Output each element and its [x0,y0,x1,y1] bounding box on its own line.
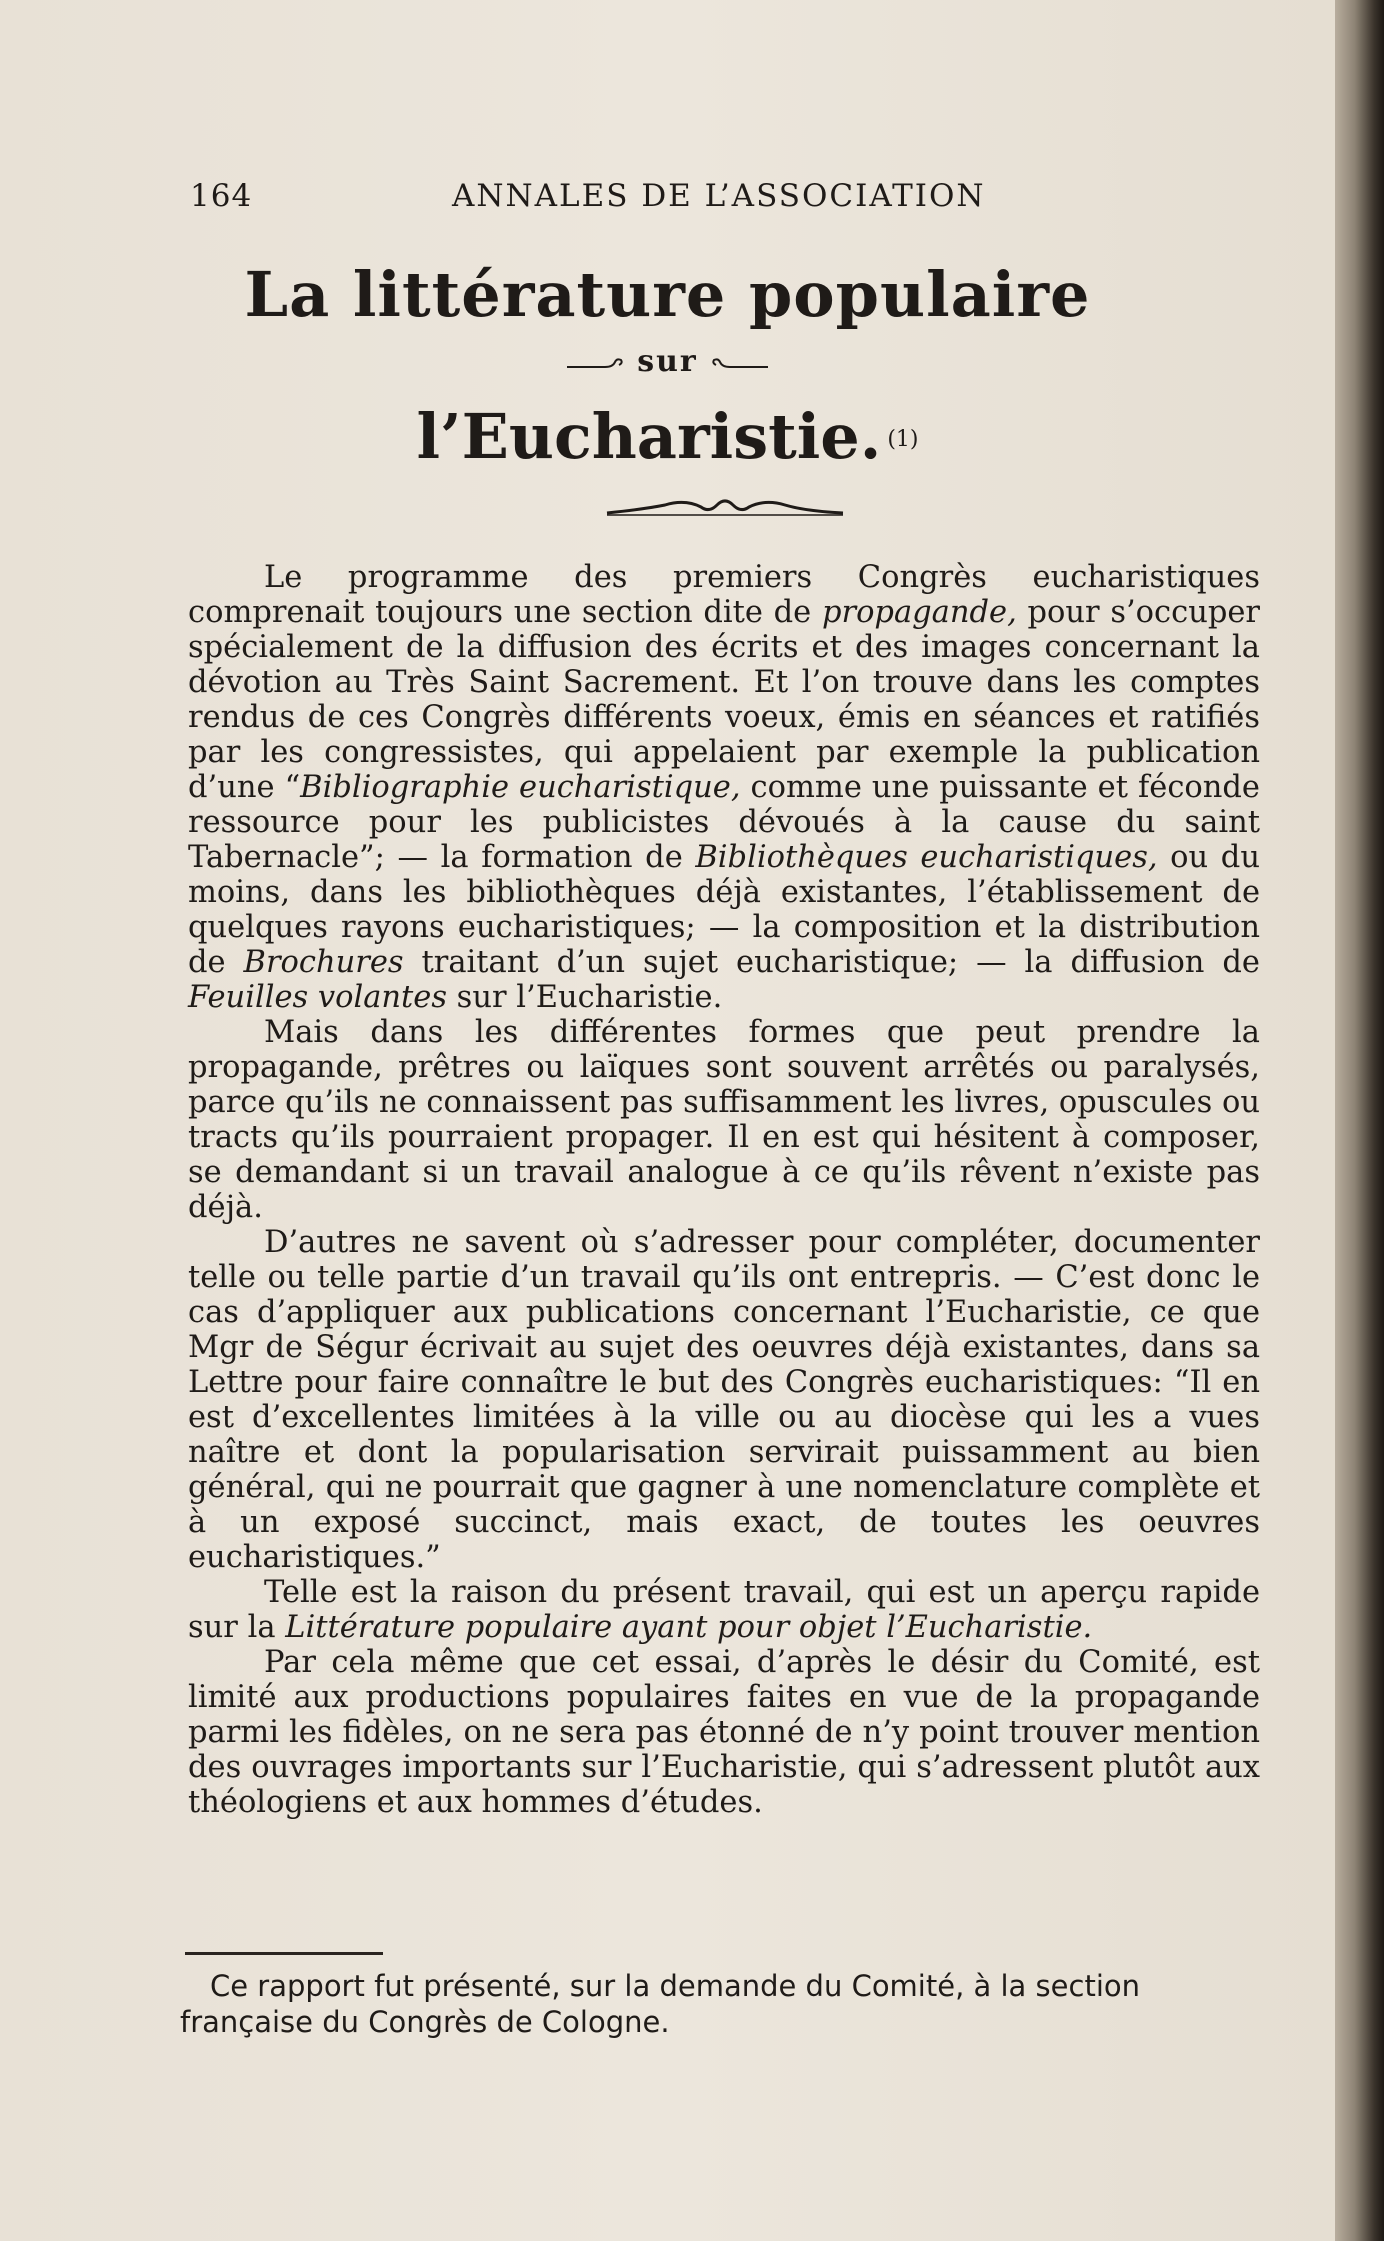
text-run: Telle est la raison du présent travail, qui est un aperçu rapide sur la [188,1575,1260,1645]
ornamental-divider-icon [605,495,845,521]
article-title-line-1: La littérature populaire [244,258,1091,331]
article-body [188,560,1260,1820]
body-paragraph [188,1575,1260,1645]
text-run: Par cela même que cet essai, d’après le désir du Comité, est limité aux productions populaires faites en vue de la propagande parmi les fidèles, on ne sera pas étonné de n’y point trouver mention des ouvrages importants sur l’Eucharistie, qui s’adressent plutôt aux théologiens et aux hommes d’études. [188,1645,1260,1820]
right-flourish-icon [710,355,770,371]
article-title-line-3 [0,400,1335,473]
book-binding-edge [1335,0,1384,2241]
text-run: D’autres ne savent où s’adresser pour compléter, documenter telle ou telle partie d’un travail qu’ils ont entrepris. — C’est donc le cas d’appliquer aux publications concernant l’Eucharistie, ce que Mgr de Ségur écrivait au sujet des oeuvres déjà existantes, dans sa Lettre pour faire connaître le but des Congrès eucharistiques: “Il en est d’excellentes limitées à la ville ou au diocèse qui les a vues naître et dont la popularisation servirait puissamment au bien général, qui ne pourrait que gagner à une nomenclature complète et à un exposé succinct, mais exact, de toutes les oeuvres eucharistiques.” [188,1225,1260,1575]
footnote-text: Ce rapport fut présenté, sur la demande du Comité, à la section française du Congrès de Cologne. [180,1969,1140,2039]
left-flourish-icon [565,355,625,371]
text-run: Mais dans les différentes formes que peut prendre la propagande, prêtres ou laïques sont souvent arrêtés ou paralysés, parce qu’ils ne connaissent pas suffisamment les livres, opuscules ou tracts qu’ils pourraient propager. Il en est qui hésitent à composer, se demandant si un travail analogue à ce qu’ils rêvent n’existe pas déjà. [188,1015,1260,1225]
text-run: comme une puissante et féconde ressource pour les publicistes dévoués à la cause du saint Tabernacle”; — la formation de [188,770,1260,875]
page-number: 164 [190,178,253,214]
italic-phrase: Bibliothèques eucharistiques, [695,840,1158,875]
footnote-marker: (1) [887,427,919,452]
body-paragraph [188,560,1260,1015]
body-paragraph [188,1645,1260,1820]
italic-phrase: Feuilles volantes [188,980,447,1015]
italic-phrase: propagande, [821,595,1017,630]
italic-phrase: Brochures [243,945,404,980]
text-run: traitant d’un sujet eucharistique; — la diffusion de [403,945,1260,980]
footnote-divider [185,1952,383,1955]
article-title-line-2 [0,344,1335,379]
text-run: pour s’occuper spécialement de la diffusion des écrits et des images concernant la dévotion au Très Saint Sacrement. Et l’on trouve dans les comptes rendus de ces Congrès différents voeux, émis en séances et ratifiés par les congressistes, qui appelaient par exemple la publication d’une “ [188,595,1260,805]
body-paragraph [188,1015,1260,1225]
text-run: Le programme des premiers Congrès eucharistiques comprenait toujours une section dite de [188,560,1260,630]
running-title: ANNALES DE L’ASSOCIATION [452,178,986,214]
running-header [190,178,1010,218]
body-paragraph [188,1225,1260,1575]
article-title-connector: sur [637,344,698,379]
text-run: sur l’Eucharistie. [446,980,723,1015]
italic-phrase: Bibliographie eucharistique, [300,770,741,805]
italic-phrase: Littérature populaire ayant pour objet l’Eucharistie. [285,1610,1093,1645]
text-run: ou du moins, dans les bibliothèques déjà existantes, l’établissement de quelques rayons eucharistiques; — la composition et la distribution de [188,840,1260,980]
article-title-main: l’Eucharistie. [416,400,882,473]
